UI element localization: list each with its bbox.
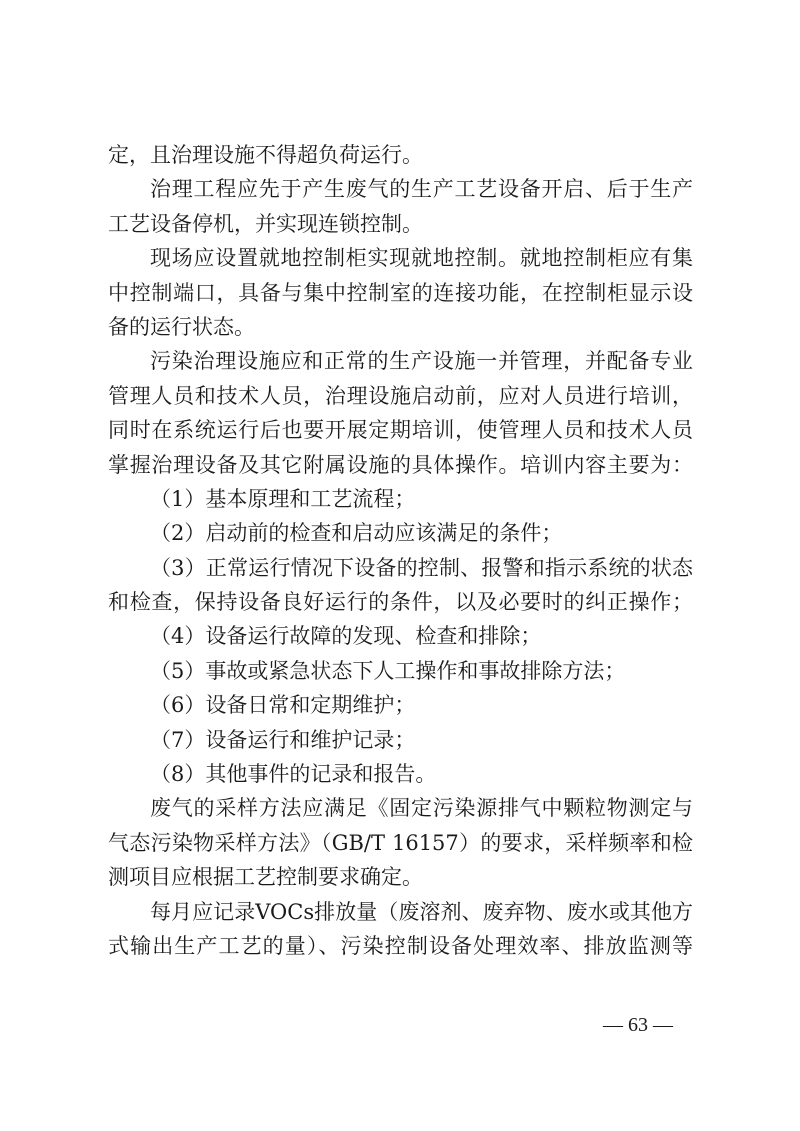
text-line: 现场应设置就地控制柜实现就地控制。就地控制柜应有集	[150, 246, 693, 271]
text-line: 定，且治理设施不得超负荷运行。	[108, 143, 423, 167]
text-line: 废气的采样方法应满足《固定污染源排气中颗粒物测定与	[150, 796, 693, 821]
list-item: （8）其他事件的记录和报告。	[150, 762, 437, 787]
text-line: 工艺设备停机，并实现连锁控制。	[108, 211, 423, 236]
list-item: （2）启动前的检查和启动应该满足的条件；	[150, 521, 563, 546]
text-line: 治理工程应先于产生废气的生产工艺设备开启、后于生产	[150, 177, 693, 202]
list-item: （3）正常运行情况下设备的控制、报警和指示系统的状态	[150, 555, 693, 580]
text-line: 中控制端口，具备与集中控制室的连接功能，在控制柜显示设	[108, 280, 693, 305]
text-line: 同时在系统运行后也要开展定期培训，使管理人员和技术人员	[108, 418, 693, 443]
document-body	[108, 138, 693, 963]
text-line: 气态污染物采样方法》（GB/T 16157）的要求，采样频率和检	[108, 830, 693, 855]
text-line: 每月应记录VOCs排放量（废溶剂、废弃物、废水或其他方	[150, 899, 693, 924]
text-line: 测项目应根据工艺控制要求确定。	[108, 865, 423, 890]
list-item: （1）基本原理和工艺流程；	[150, 486, 416, 511]
text-line: 管理人员和技术人员，治理设施启动前，应对人员进行培训，	[108, 383, 693, 408]
list-item: （7）设备运行和维护记录；	[150, 727, 416, 752]
list-item: （5）事故或紧急状态下人工操作和事故排除方法；	[150, 658, 626, 683]
text-line: 污染治理设施应和正常的生产设施一并管理，并配备专业	[150, 349, 693, 374]
page-number: — 63 —	[603, 1014, 673, 1036]
list-item: （4）设备运行故障的发现、检查和排除；	[150, 624, 542, 649]
text-line: 式输出生产工艺的量）、污染控制设备处理效率、排放监测等	[108, 933, 693, 958]
text-line: 和检查，保持设备良好运行的条件，以及必要时的纠正操作；	[108, 590, 693, 615]
text-line: 备的运行状态。	[108, 314, 255, 339]
text-line: 掌握治理设备及其它附属设施的具体操作。培训内容主要为：	[108, 452, 693, 477]
list-item: （6）设备日常和定期维护；	[150, 693, 416, 718]
